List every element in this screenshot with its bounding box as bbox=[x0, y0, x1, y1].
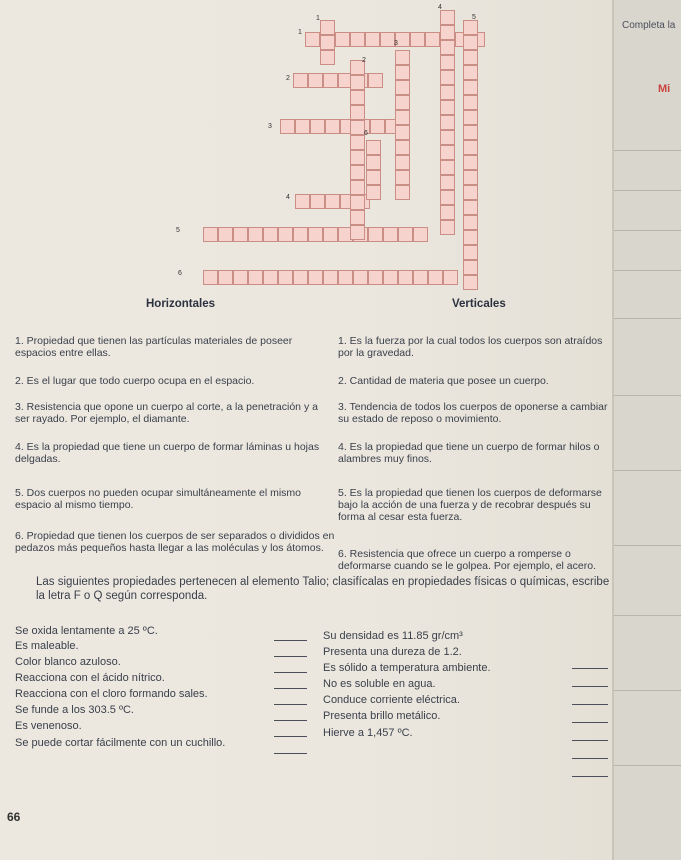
horizontal-clue-1: 1. Propiedad que tienen las partículas materiales de poseer espacios entre ellas. bbox=[15, 335, 293, 359]
property-right-2: Presenta una dureza de 1.2. bbox=[323, 646, 462, 658]
horizontal-clue-6: 6. Propiedad que tienen los cuerpos de ser separados o divididos en pedazos más pequeños hasta llegar a las moléculas y los átomos. bbox=[15, 530, 335, 554]
property-right-3: Es sólido a temperatura ambiente. bbox=[323, 662, 491, 674]
crossword-cell[interactable] bbox=[350, 75, 365, 90]
crossword-cell[interactable] bbox=[233, 227, 248, 242]
vertical-clue-5: 5. Es la propiedad que tienen los cuerpos de deformarse bajo la acción de una fuerza y de recobrar después su forma al cesar esta fuerza. bbox=[338, 487, 602, 523]
crossword-cell[interactable] bbox=[440, 205, 455, 220]
crossword-number: 5 bbox=[176, 227, 180, 234]
crossword-cell[interactable] bbox=[308, 227, 323, 242]
crossword-cell[interactable] bbox=[366, 140, 381, 155]
property-left-8: Se puede cortar fácilmente con un cuchillo. bbox=[15, 737, 226, 749]
crossword-number: 4 bbox=[438, 4, 442, 11]
crossword-cell[interactable] bbox=[305, 32, 320, 47]
crossword-cell[interactable] bbox=[440, 55, 455, 70]
crossword-number: 2 bbox=[286, 75, 290, 82]
crossword-cell[interactable] bbox=[463, 200, 478, 215]
crossword-cell[interactable] bbox=[463, 20, 478, 35]
crossword-cell[interactable] bbox=[350, 135, 365, 150]
crossword-cell[interactable] bbox=[325, 119, 340, 134]
ruled-line bbox=[614, 395, 681, 396]
crossword-cell[interactable] bbox=[395, 170, 410, 185]
crossword-cell[interactable] bbox=[395, 50, 410, 65]
crossword-cell[interactable] bbox=[335, 32, 350, 47]
answer-blank-left-3[interactable] bbox=[274, 672, 307, 673]
crossword-cell[interactable] bbox=[366, 170, 381, 185]
crossword-cell[interactable] bbox=[338, 270, 353, 285]
crossword-cell[interactable] bbox=[310, 194, 325, 209]
crossword-cell[interactable] bbox=[395, 95, 410, 110]
crossword-cell[interactable] bbox=[440, 130, 455, 145]
answer-blank-left-1[interactable] bbox=[274, 640, 307, 641]
crossword-cell[interactable] bbox=[320, 50, 335, 65]
crossword-number: 6 bbox=[178, 270, 182, 277]
ruled-line bbox=[614, 615, 681, 616]
property-left-6: Se funde a los 303.5 ºC. bbox=[15, 704, 134, 716]
crossword-number: 2 bbox=[362, 57, 366, 64]
crossword-cell[interactable] bbox=[440, 175, 455, 190]
crossword-cell[interactable] bbox=[463, 140, 478, 155]
crossword-cell[interactable] bbox=[413, 270, 428, 285]
crossword-cell[interactable] bbox=[395, 80, 410, 95]
crossword-cell[interactable] bbox=[350, 150, 365, 165]
crossword-cell[interactable] bbox=[428, 270, 443, 285]
crossword-cell[interactable] bbox=[293, 270, 308, 285]
crossword-cell[interactable] bbox=[368, 73, 383, 88]
horizontal-clue-4: 4. Es la propiedad que tiene un cuerpo de formar láminas u hojas delgadas. bbox=[15, 441, 320, 465]
crossword-cell[interactable] bbox=[370, 119, 385, 134]
crossword-cell[interactable] bbox=[218, 227, 233, 242]
answer-blank-right-1[interactable] bbox=[572, 668, 608, 669]
crossword-cell[interactable] bbox=[308, 270, 323, 285]
answer-blank-left-2[interactable] bbox=[274, 656, 307, 657]
ruled-line bbox=[614, 190, 681, 191]
crossword-cell[interactable] bbox=[280, 119, 295, 134]
crossword-cell[interactable] bbox=[365, 32, 380, 47]
crossword-cell[interactable] bbox=[325, 194, 340, 209]
ruled-line bbox=[614, 230, 681, 231]
crossword-cell[interactable] bbox=[440, 115, 455, 130]
answer-blank-right-7[interactable] bbox=[572, 776, 608, 777]
crossword-number: 3 bbox=[268, 123, 272, 130]
vertical-clue-1: 1. Es la fuerza por la cual todos los cuerpos son atraídos por la gravedad. bbox=[338, 335, 603, 359]
crossword-cell[interactable] bbox=[425, 32, 440, 47]
ruled-line bbox=[614, 150, 681, 151]
property-right-7: Hierve a 1,457 ºC. bbox=[323, 727, 413, 739]
crossword-cell[interactable] bbox=[398, 227, 413, 242]
crossword-cell[interactable] bbox=[440, 10, 455, 25]
crossword-cell[interactable] bbox=[395, 155, 410, 170]
horizontal-clue-2: 2. Es el lugar que todo cuerpo ocupa en el espacio. bbox=[15, 375, 255, 387]
crossword-cell[interactable] bbox=[463, 215, 478, 230]
crossword-cell[interactable] bbox=[350, 120, 365, 135]
crossword-cell[interactable] bbox=[413, 227, 428, 242]
crossword-number: 4 bbox=[286, 194, 290, 201]
property-left-1: Se oxida lentamente a 25 ºC. bbox=[15, 625, 158, 637]
crossword-cell[interactable] bbox=[440, 100, 455, 115]
horizontal-clue-5: 5. Dos cuerpos no pueden ocupar simultáneamente el mismo espacio al mismo tiempo. bbox=[15, 487, 301, 511]
crossword-number: 1 bbox=[316, 15, 320, 22]
ruled-line bbox=[614, 470, 681, 471]
adjacent-page bbox=[612, 0, 681, 860]
crossword-cell[interactable] bbox=[293, 73, 308, 88]
crossword-cell[interactable] bbox=[463, 50, 478, 65]
crossword-cell[interactable] bbox=[463, 80, 478, 95]
answer-blank-left-6[interactable] bbox=[274, 720, 307, 721]
crossword-cell[interactable] bbox=[323, 73, 338, 88]
crossword-cell[interactable] bbox=[440, 220, 455, 235]
crossword-cell[interactable] bbox=[463, 65, 478, 80]
crossword-cell[interactable] bbox=[440, 40, 455, 55]
crossword-cell[interactable] bbox=[410, 32, 425, 47]
crossword-cell[interactable] bbox=[463, 275, 478, 290]
crossword-cell[interactable] bbox=[218, 270, 233, 285]
vertical-clue-4: 4. Es la propiedad que tiene un cuerpo de formar hilos o alambres muy finos. bbox=[338, 441, 600, 465]
horizontal-clue-3: 3. Resistencia que opone un cuerpo al corte, a la penetración y a ser rayado. Por ejemplo, el diamante. bbox=[15, 401, 318, 425]
answer-blank-left-7[interactable] bbox=[274, 736, 307, 737]
crossword-cell[interactable] bbox=[380, 32, 395, 47]
crossword-cell[interactable] bbox=[248, 227, 263, 242]
crossword-cell[interactable] bbox=[395, 140, 410, 155]
crossword-cell[interactable] bbox=[463, 125, 478, 140]
ruled-line bbox=[614, 318, 681, 319]
crossword-cell[interactable] bbox=[463, 170, 478, 185]
crossword-cell[interactable] bbox=[366, 155, 381, 170]
crossword-cell[interactable] bbox=[440, 70, 455, 85]
crossword-cell[interactable] bbox=[383, 227, 398, 242]
crossword-cell[interactable] bbox=[320, 35, 335, 50]
crossword-cell[interactable] bbox=[293, 227, 308, 242]
crossword-cell[interactable] bbox=[395, 65, 410, 80]
crossword-grid bbox=[0, 0, 612, 300]
vertical-clue-3: 3. Tendencia de todos los cuerpos de oponerse a cambiar su estado de reposo o movimiento. bbox=[338, 401, 608, 425]
crossword-cell[interactable] bbox=[440, 190, 455, 205]
crossword-cell[interactable] bbox=[323, 227, 338, 242]
crossword-cell[interactable] bbox=[353, 270, 368, 285]
crossword-cell[interactable] bbox=[350, 225, 365, 240]
answer-blank-right-6[interactable] bbox=[572, 758, 608, 759]
crossword-cell[interactable] bbox=[463, 230, 478, 245]
answer-blank-right-3[interactable] bbox=[572, 704, 608, 705]
crossword-number: 3 bbox=[394, 40, 398, 47]
crossword-cell[interactable] bbox=[350, 105, 365, 120]
crossword-number: 5 bbox=[472, 14, 476, 21]
crossword-cell[interactable] bbox=[233, 270, 248, 285]
adjacent-page-heading: Mi bbox=[658, 83, 671, 95]
crossword-cell[interactable] bbox=[263, 270, 278, 285]
crossword-cell[interactable] bbox=[320, 20, 335, 35]
property-left-7: Es venenoso. bbox=[15, 720, 82, 732]
classification-instructions: Las siguientes propiedades pertenecen al elemento Talio; clasifícalas en propiedades físicas o químicas, escribe la letra F o Q según corresponda. bbox=[36, 576, 610, 602]
crossword-cell[interactable] bbox=[323, 270, 338, 285]
crossword-cell[interactable] bbox=[440, 160, 455, 175]
property-right-5: Conduce corriente eléctrica. bbox=[323, 694, 460, 706]
crossword-cell[interactable] bbox=[395, 185, 410, 200]
crossword-cell[interactable] bbox=[350, 210, 365, 225]
adjacent-page-title: Completa la bbox=[622, 20, 676, 31]
crossword-cell[interactable] bbox=[395, 110, 410, 125]
answer-blank-left-4[interactable] bbox=[274, 688, 307, 689]
property-right-6: Presenta brillo metálico. bbox=[323, 710, 441, 722]
crossword-cell[interactable] bbox=[308, 73, 323, 88]
crossword-cell[interactable] bbox=[350, 165, 365, 180]
crossword-cell[interactable] bbox=[463, 155, 478, 170]
property-left-2: Es maleable. bbox=[15, 640, 79, 652]
crossword-cell[interactable] bbox=[463, 260, 478, 275]
crossword-cell[interactable] bbox=[383, 270, 398, 285]
crossword-cell[interactable] bbox=[310, 119, 325, 134]
crossword-cell[interactable] bbox=[443, 270, 458, 285]
crossword-cell[interactable] bbox=[350, 195, 365, 210]
crossword-cell[interactable] bbox=[463, 245, 478, 260]
property-left-4: Reacciona con el ácido nítrico. bbox=[15, 672, 165, 684]
crossword-cell[interactable] bbox=[440, 85, 455, 100]
crossword-cell[interactable] bbox=[263, 227, 278, 242]
crossword-cell[interactable] bbox=[440, 25, 455, 40]
crossword-cell[interactable] bbox=[248, 270, 263, 285]
answer-blank-right-5[interactable] bbox=[572, 740, 608, 741]
vertical-clue-6: 6. Resistencia que ofrece un cuerpo a romperse o deformarse cuando se le golpea. Por ejemplo, el acero. bbox=[338, 548, 596, 572]
page-number: 66 bbox=[7, 810, 21, 824]
ruled-line bbox=[614, 765, 681, 766]
answer-blank-right-4[interactable] bbox=[572, 722, 608, 723]
crossword-cell[interactable] bbox=[278, 270, 293, 285]
vertical-clue-2: 2. Cantidad de materia que posee un cuerpo. bbox=[338, 375, 549, 387]
answer-blank-right-2[interactable] bbox=[572, 686, 608, 687]
crossword-cell[interactable] bbox=[203, 270, 218, 285]
property-left-5: Reacciona con el cloro formando sales. bbox=[15, 688, 208, 700]
crossword-cell[interactable] bbox=[463, 35, 478, 50]
answer-blank-left-8[interactable] bbox=[274, 753, 307, 754]
crossword-cell[interactable] bbox=[350, 180, 365, 195]
vertical-heading: Verticales bbox=[452, 298, 506, 310]
crossword-cell[interactable] bbox=[368, 227, 383, 242]
property-right-1: Su densidad es 11.85 gr/cm³ bbox=[323, 630, 463, 642]
crossword-cell[interactable] bbox=[295, 119, 310, 134]
crossword-number: 1 bbox=[298, 29, 302, 36]
crossword-cell[interactable] bbox=[398, 270, 413, 285]
crossword-cell[interactable] bbox=[278, 227, 293, 242]
ruled-line bbox=[614, 690, 681, 691]
crossword-cell[interactable] bbox=[350, 32, 365, 47]
ruled-line bbox=[614, 270, 681, 271]
crossword-cell[interactable] bbox=[350, 90, 365, 105]
crossword-cell[interactable] bbox=[463, 95, 478, 110]
crossword-cell[interactable] bbox=[463, 185, 478, 200]
ruled-line bbox=[614, 545, 681, 546]
crossword-number: 6 bbox=[364, 130, 368, 137]
crossword-cell[interactable] bbox=[463, 110, 478, 125]
crossword-cell[interactable] bbox=[440, 145, 455, 160]
crossword-cell[interactable] bbox=[295, 194, 310, 209]
crossword-cell[interactable] bbox=[203, 227, 218, 242]
horizontal-heading: Horizontales bbox=[146, 298, 216, 310]
crossword-cell[interactable] bbox=[368, 270, 383, 285]
answer-blank-left-5[interactable] bbox=[274, 704, 307, 705]
crossword-cell[interactable] bbox=[395, 125, 410, 140]
property-right-4: No es soluble en agua. bbox=[323, 678, 436, 690]
crossword-cell[interactable] bbox=[366, 185, 381, 200]
property-left-3: Color blanco azuloso. bbox=[15, 656, 121, 668]
